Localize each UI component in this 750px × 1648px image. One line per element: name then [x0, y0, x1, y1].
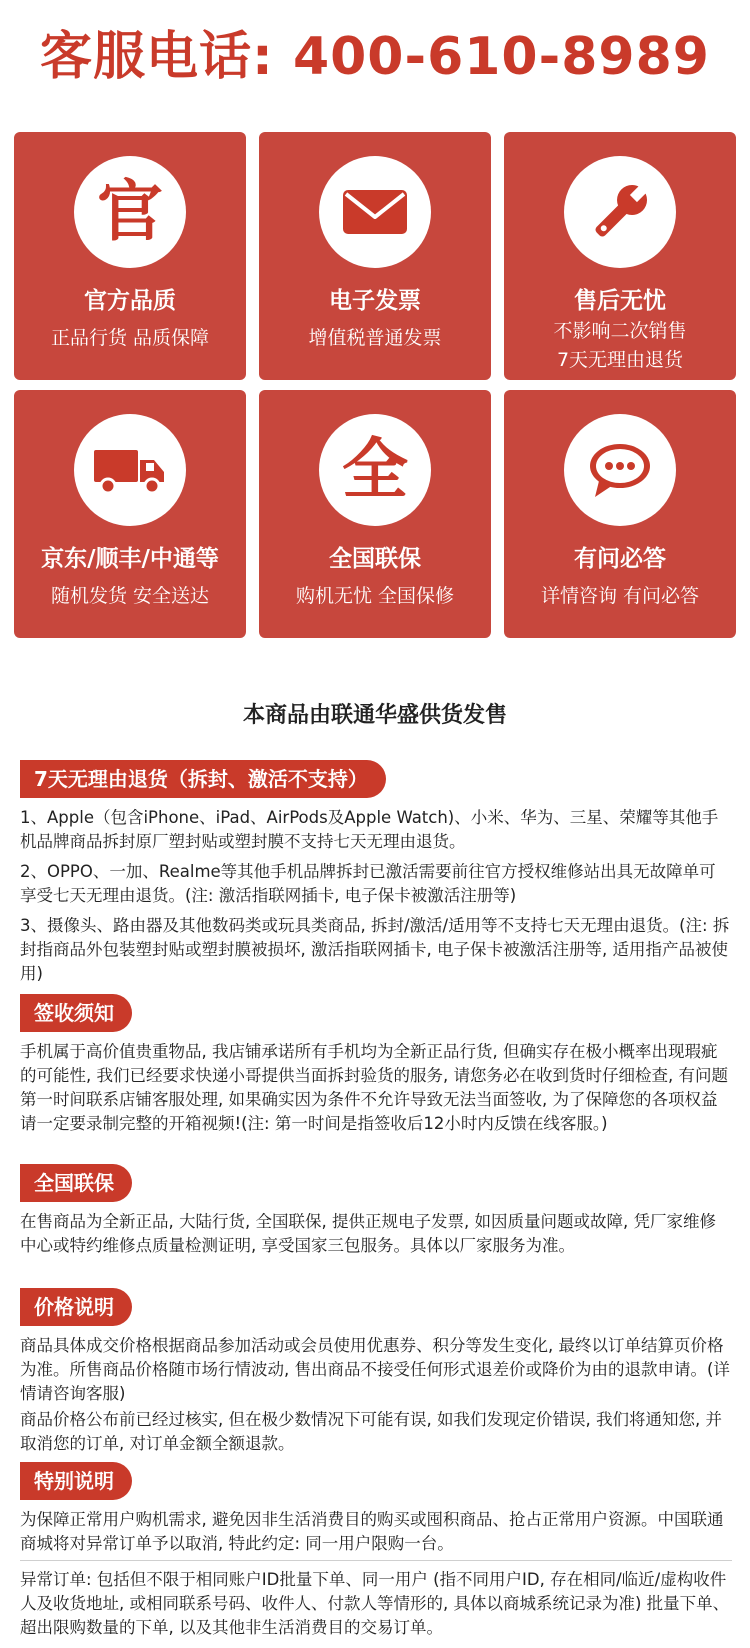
- abnormal-order-text: 异常订单: 包括但不限于相同账户ID批量下单、同一用户 (指不同用户ID, 存在相同/临近/虚构收件人及收货地址, 或相同联系号码、收件人、付款人等情形的, 具体以商城系统记录为准) 批量下单、超出限购数量的下单, 以及其他非生活消费目的交易订单。: [20, 1570, 730, 1637]
- card-after-sales: [504, 132, 736, 380]
- card-subtitle: 购机无忧 全国保修: [295, 585, 455, 607]
- official-char-icon: 官: [97, 173, 163, 250]
- return-policy-item-2: 2、OPPO、一加、Realme等其他手机品牌拆封已激活需要前往官方授权维修站出具无故障单可享受七天无理由退货。(注: 激活指联网插卡, 电子保卡被激活注册等): [20, 862, 716, 905]
- warranty-text: 在售商品为全新正品, 大陆行货, 全国联保, 提供正规电子发票, 如因质量问题或故障, 凭厂家维修中心或特约维修点质量检测证明, 享受国家三包服务。具体以厂家服务为准。: [20, 1212, 716, 1255]
- card-icon-circle: [74, 414, 186, 526]
- seller-statement: 本商品由联通华盛供货发售: [242, 703, 507, 728]
- card-icon-circle: [74, 156, 186, 268]
- section-tag-warranty: 全国联保: [20, 1164, 132, 1202]
- wrench-icon: [585, 177, 655, 247]
- special-text: 为保障正常用户购机需求, 避免因非生活消费目的购买或囤积商品、抢占正常用户资源。中国联通商城将对异常订单予以取消, 特此约定: 同一用户限购一台。: [20, 1510, 724, 1553]
- return-policy-item-3: 3、摄像头、路由器及其他数码类或玩具类商品, 拆封/激活/适用等不支持七天无理由退货。(注: 拆封指商品外包装塑封贴或塑封膜被损坏, 激活指联网插卡, 电子保卡被激活注册等, 适用指产品被使用): [20, 916, 730, 983]
- section-tag-price: 价格说明: [20, 1288, 132, 1326]
- card-nationwide-warranty: [259, 390, 491, 638]
- return-policy-item-1: 1、Apple（包含iPhone、iPad、AirPods及Apple Watch)、小米、华为、三星、荣耀等其他手机品牌商品拆封原厂塑封贴或塑封膜不支持七天无理由退货。: [20, 808, 719, 851]
- receipt-notice-text: 手机属于高价值贵重物品, 我店铺承诺所有手机均为全新正品行货, 但确实存在极小概率出现瑕疵的可能性, 我们已经要求快递小哥提供当面拆封验货的服务, 请您务必在收到货时仔细检查, 有问题第一时间联系店铺客服处理, 如果确实因为条件不允许导致无法当面签收, 为了保障您的各项权益请一定要录制完整的开箱视频!(注: 第一时间是指签收后12小时内反馈在线客服。): [20, 1042, 728, 1133]
- envelope-icon: [340, 187, 410, 237]
- section-tag-receipt: 签收须知: [20, 994, 132, 1032]
- card-subtitle-2: 7天无理由退货: [556, 349, 684, 371]
- price-text-1: 商品具体成交价格根据商品参加活动或会员使用优惠券、积分等发生变化, 最终以订单结算页价格为准。所售商品价格随市场行情波动, 售出商品不接受任何形式退差价或降价为由的退款申请。(详情请咨询客服): [20, 1336, 730, 1403]
- card-icon-circle: [319, 156, 431, 268]
- card-e-invoice: [259, 132, 491, 380]
- card-title: 有问必答: [574, 546, 666, 572]
- card-subtitle: 随机发货 安全送达: [50, 585, 210, 607]
- card-title: 售后无忧: [574, 288, 666, 314]
- card-shipping: [14, 390, 246, 638]
- card-subtitle: 不影响二次销售: [553, 320, 687, 342]
- card-icon-circle: [564, 414, 676, 526]
- card-icon-circle: [319, 414, 431, 526]
- card-icon-circle: [564, 156, 676, 268]
- nationwide-char-icon: 全: [342, 431, 408, 508]
- card-subtitle: 正品行货 品质保障: [50, 327, 210, 349]
- card-title: 电子发票: [329, 288, 421, 314]
- card-qa: [504, 390, 736, 638]
- truck-icon: [92, 442, 168, 498]
- card-title: 官方品质: [84, 288, 176, 314]
- service-cards-grid: [14, 132, 736, 662]
- chat-bubble-icon: [585, 439, 655, 501]
- card-subtitle: 增值税普通发票: [308, 327, 442, 349]
- section-tag-return-policy: 7天无理由退货（拆封、激活不支持）: [20, 760, 386, 798]
- card-official-quality: [14, 132, 246, 380]
- price-text-2: 商品价格公布前已经过核实, 但在极少数情况下可能有误, 如我们发现定价错误, 我们将通知您, 并取消您的订单, 对订单金额全额退款。: [20, 1410, 722, 1453]
- card-title: 京东/顺丰/中通等: [41, 546, 219, 572]
- card-subtitle: 详情咨询 有问必答: [540, 585, 700, 607]
- card-title: 全国联保: [329, 546, 421, 572]
- section-tag-special: 特别说明: [20, 1462, 132, 1500]
- divider: [20, 1560, 732, 1561]
- customer-service-hotline: 客服电话: 400-610-8989: [40, 27, 710, 87]
